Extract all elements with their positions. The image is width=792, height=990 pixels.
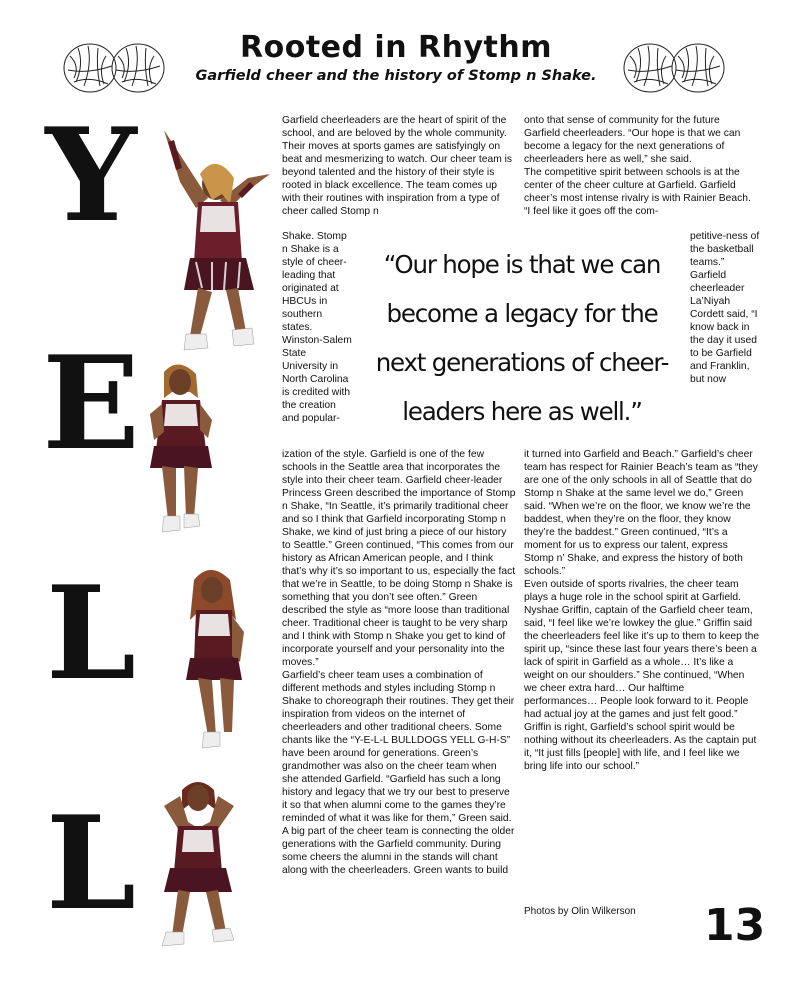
article-column-1-top xyxy=(282,114,516,218)
side-letter-e: E xyxy=(42,329,140,479)
article-paragraph: The competitive spirit between schools is at the center of the cheer culture at Garfield. Garfield cheer’s most intense rivalry is with Rainier Beach. “I feel like it goes off the com- xyxy=(524,167,751,217)
article-paragraph: ization of the style. Garfield is one of the few schools in the Seattle area that incorporates the style into their cheer team. Garfield cheer-leader Princess Green described the importance of Stomp n Shake, “In Seattle, it’s primarily traditional cheer and so I think that Garfield incorporating Stomp n Shake, we kind of just bring a piece of our history to Seattle.” Green continued, “This comes from our history as African American people, and I think that’s why it’s so important to us, especially the fact that we’re in Seattle, to be doing Stomp n Shake is something that you don’t see often.” Green described the style as “more loose than traditional cheer. Traditional cheer is taught to be very sharp and I think with Stomp n Shake you get to kind of incorporate yourself and your personality into the moves.” xyxy=(282,449,516,668)
photo-credit: Photos by Olin Wilkerson xyxy=(524,906,636,917)
cheerleader-photo xyxy=(150,122,280,362)
pull-quote: “Our hope is that we can become a legacy for the next generations of cheer-leaders here as well.” xyxy=(375,250,669,426)
page-subtitle: Garfield cheer and the history of Stomp n Shake. xyxy=(195,68,597,84)
page-title: Rooted in Rhythm xyxy=(240,30,552,65)
article-column-1-narrow xyxy=(282,230,354,425)
article-paragraph: Garfield cheerleaders are the heart of spirit of the school, and are beloved by the whole community. Their moves at sports games are satisfyingly on beat and mesmerizing to watch. Our cheer team is beyond talented and the history of their style is rooted in black excellence. The team comes up with their routines with inspiration from a type of cheer called Stomp n xyxy=(282,115,513,217)
article-paragraph: it turned into Garfield and Beach.” Garfield’s cheer team has respect for Rainier Beach’s team as “they are one of the only schools in all of Seattle that do Stomp n Shake at the same level we do,” Green said. “When we’re on the floor, we know we’re the baddest, when they’re on the floor, they know they’re the baddest.” Green continued, “It’s a moment for us to express our talent, express Stomp n’ Shake, and express the history of both schools.” xyxy=(524,449,758,577)
article-paragraph: onto that sense of community for the future Garfield cheerleaders. “Our hope is that we can become a legacy for the next generations of cheerleaders here as well,” she said. xyxy=(524,115,741,165)
article-column-2-bottom xyxy=(524,448,760,773)
article-paragraph: petitive-ness of the basketball teams.” Garfield cheerleader La’Niyah Cordett said, “I know back in the day it used to be Garfield and Franklin, but now xyxy=(690,231,760,385)
cheerleader-photo xyxy=(150,776,246,952)
article-column-2-top xyxy=(524,114,758,218)
article-paragraph: Even outside of sports rivalries, the cheer team plays a huge role in the school spirit at Garfield. Nyshae Griffin, captain of the Garfield cheer team, said, “I feel like we’re lowkey the glue.” Griffin said the cheerleaders feel like it’s up to them to keep the spirit up, “since these last four years there’s been a lack of spirit in Garfield as a whole… It’s like a weight on our shoulders.” She continued, “When we cheer extra hard… Our halftime performances… People look forward to it. People had actual joy at the games and just felt good.” Griffin is right, Garfield’s school spirit would be nothing without its cheerleaders. As the captain put it, “It just fills [people] with life, and I feel like we bring life into our school.” xyxy=(524,579,760,772)
side-letter-l: L xyxy=(46,559,136,709)
page-number: 13 xyxy=(704,900,766,951)
article-column-1-bottom xyxy=(282,448,516,877)
article-column-2-narrow xyxy=(690,230,760,386)
article-paragraph: Garfield’s cheer team uses a combination of different methods and styles including Stomp n Shake to choreograph their routines. They get their inspiration from videos on the internet of cheerleaders and other traditional cheers. Some chants like the “Y-E-L-L BULLDOGS YELL G-H-S” have been around for generations. Green’s grandmother was also on the cheer team when she attended Garfield. “Garfield has such a long history and legacy that we try our best to preserve it so that when alumni come to the games they’re reminded of what it was like for them,” Green said. A big part of the cheer team is connecting the older generations with the Garfield community. During some cheers the alumni in the stands will chant along with the cheerleaders. Green wants to build xyxy=(282,670,515,876)
article-paragraph: Shake. Stomp n Shake is a style of cheer-leading that originated at HBCUs in southern states. Winston-Salem State University in North Carolina is credited with the creation and popular- xyxy=(282,231,352,424)
side-letter-l: L xyxy=(46,789,136,939)
cheerleader-photo xyxy=(180,566,250,752)
side-letter-y: Y xyxy=(45,101,137,251)
cheerleader-photo xyxy=(146,360,216,540)
